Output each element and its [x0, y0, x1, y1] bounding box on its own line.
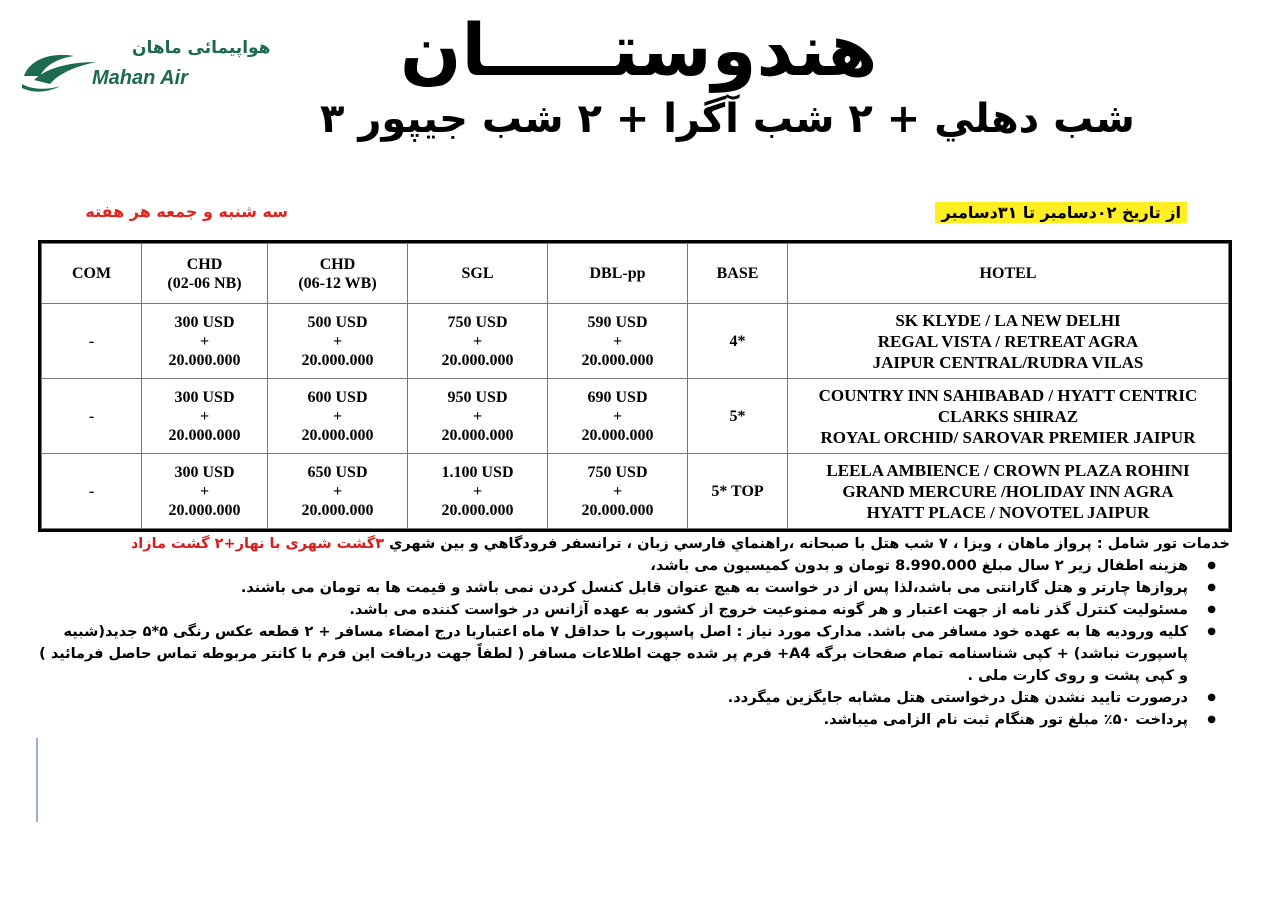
- note-item: ● هزینه اطفال زیر ۲ سال مبلغ 8.990.000 تومان و بدون کمیسیون می باشد،: [36, 555, 1188, 577]
- cell-chd-06-12: 650 USD + 20.000.000: [268, 454, 408, 529]
- hotel-line: CLARKS SHIRAZ: [937, 406, 1079, 426]
- header-chd-06-12: CHD (06-12 WB): [268, 244, 408, 304]
- cell-sgl: 950 USD + 20.000.000: [408, 379, 548, 454]
- cell-chd-02-06: 300 USD + 20.000.000: [142, 304, 268, 379]
- note-item: ● مسئولیت کنترل گذر نامه از جهت اعتبار و هر گونه ممنوعیت خروج از کشور به عهده آژانس در خواست کننده می باشد.: [36, 599, 1188, 621]
- cell-dbl: 590 USD + 20.000.000: [548, 304, 688, 379]
- page-title: هندوستـــــان: [400, 8, 878, 92]
- table-row: [42, 454, 1229, 529]
- note-item: ● درصورت تایید نشدن هتل درخواستی هتل مشابه جایگزین میگردد.: [36, 687, 1188, 709]
- services-line: [36, 533, 1230, 555]
- hotel-line: REGAL VISTA / RETREAT AGRA: [877, 331, 1139, 351]
- header-com: COM: [42, 244, 142, 304]
- logo-text-fa: هواپیمائی ماهان: [132, 38, 271, 58]
- note-item: ● کلیه ورودیه ها به عهده خود مسافر می باشد. مدارک مورد نیاز : اصل پاسپورت با حداقل ۷ ماه اعتباربا درج امضاء مسافر + ۲ قطعه عکس رنگی ۵*۵ جدید(شبیه پاسپورت نباشد) + کپی شناسنامه تمام صفحات برگه A4+ فرم پر شده جهت اطلاعات مسافر ( لطفاً جهت دریافت این فرم با کانتر مربوطه تماس حاصل فرمائید ) و کپی پشت و روی کارت ملی .: [36, 621, 1188, 687]
- date-range-badge: از تاریخ ۰۲دسامبر تا ۳۱دسامبر: [935, 202, 1187, 223]
- hotel-line: SK KLYDE / LA NEW DELHI: [895, 310, 1121, 330]
- hotel-line: GRAND MERCURE /HOLIDAY INN AGRA: [842, 481, 1174, 501]
- page-subtitle: ۳ شب دهلي + ۲ شب آگرا + ۲ شب جیپور: [320, 96, 1135, 142]
- cell-sgl: 1.100 USD + 20.000.000: [408, 454, 548, 529]
- cell-base: 5* TOP: [688, 454, 788, 529]
- hotel-line: COUNTRY INN SAHIBABAD / HYATT CENTRIC: [818, 385, 1198, 405]
- cell-chd-06-12: 500 USD + 20.000.000: [268, 304, 408, 379]
- header-sgl: SGL: [408, 244, 548, 304]
- cell-base: 5*: [688, 379, 788, 454]
- note-item: ● پرداخت ۵۰٪ مبلغ تور هنگام ثبت نام الزامی میباشد.: [36, 709, 1188, 731]
- cell-chd-02-06: 300 USD + 20.000.000: [142, 454, 268, 529]
- price-table: [38, 240, 1232, 532]
- table-row: [42, 304, 1229, 379]
- tour-notes: [36, 533, 1230, 731]
- cell-com: -: [42, 379, 142, 454]
- margin-line: [36, 738, 38, 822]
- bird-logo-icon: [20, 40, 100, 94]
- cell-dbl: 750 USD + 20.000.000: [548, 454, 688, 529]
- cell-hotels: [788, 454, 1229, 529]
- hotel-line: ROYAL ORCHID/ SAROVAR PREMIER JAIPUR: [820, 427, 1196, 447]
- cell-hotels: [788, 379, 1229, 454]
- logo-text-en: Mahan Air: [92, 67, 188, 89]
- services-highlight: ۳گشت شهری با نهار+۲ گشت مازاد: [130, 536, 385, 552]
- hotel-line: LEELA AMBIENCE / CROWN PLAZA ROHINI: [826, 460, 1190, 480]
- cell-com: -: [42, 304, 142, 379]
- cell-chd-02-06: 300 USD + 20.000.000: [142, 379, 268, 454]
- cell-base: 4*: [688, 304, 788, 379]
- notes-list: [36, 555, 1230, 731]
- header-chd-02-06: CHD (02-06 NB): [142, 244, 268, 304]
- hotel-line: HYATT PLACE / NOVOTEL JAIPUR: [866, 502, 1150, 522]
- header-dbl: DBL-pp: [548, 244, 688, 304]
- header-base: BASE: [688, 244, 788, 304]
- cell-hotels: [788, 304, 1229, 379]
- cell-sgl: 750 USD + 20.000.000: [408, 304, 548, 379]
- cell-chd-06-12: 600 USD + 20.000.000: [268, 379, 408, 454]
- table-header-row: [42, 244, 1229, 304]
- mahan-air-logo: [20, 38, 271, 98]
- cell-dbl: 690 USD + 20.000.000: [548, 379, 688, 454]
- hotel-line: JAIPUR CENTRAL/RUDRA VILAS: [872, 352, 1144, 372]
- services-text: خدمات تور شامل : پرواز ماهان ، ویزا ، ۷ شب هتل با صبحانه ،راهنماي فارسي زبان ، ترانسفر فرودگاهي و بين شهري: [384, 536, 1230, 552]
- table-row: [42, 379, 1229, 454]
- departure-days: سه شنبه و جمعه هر هفته: [85, 202, 288, 221]
- header-hotel: HOTEL: [788, 244, 1229, 304]
- note-item: ● پروازها چارتر و هتل گارانتی می باشد،لذا پس از در خواست به هیچ عنوان قابل کنسل کردن نمی باشد و قیمت ها به تومان می باشند.: [36, 577, 1188, 599]
- cell-com: -: [42, 454, 142, 529]
